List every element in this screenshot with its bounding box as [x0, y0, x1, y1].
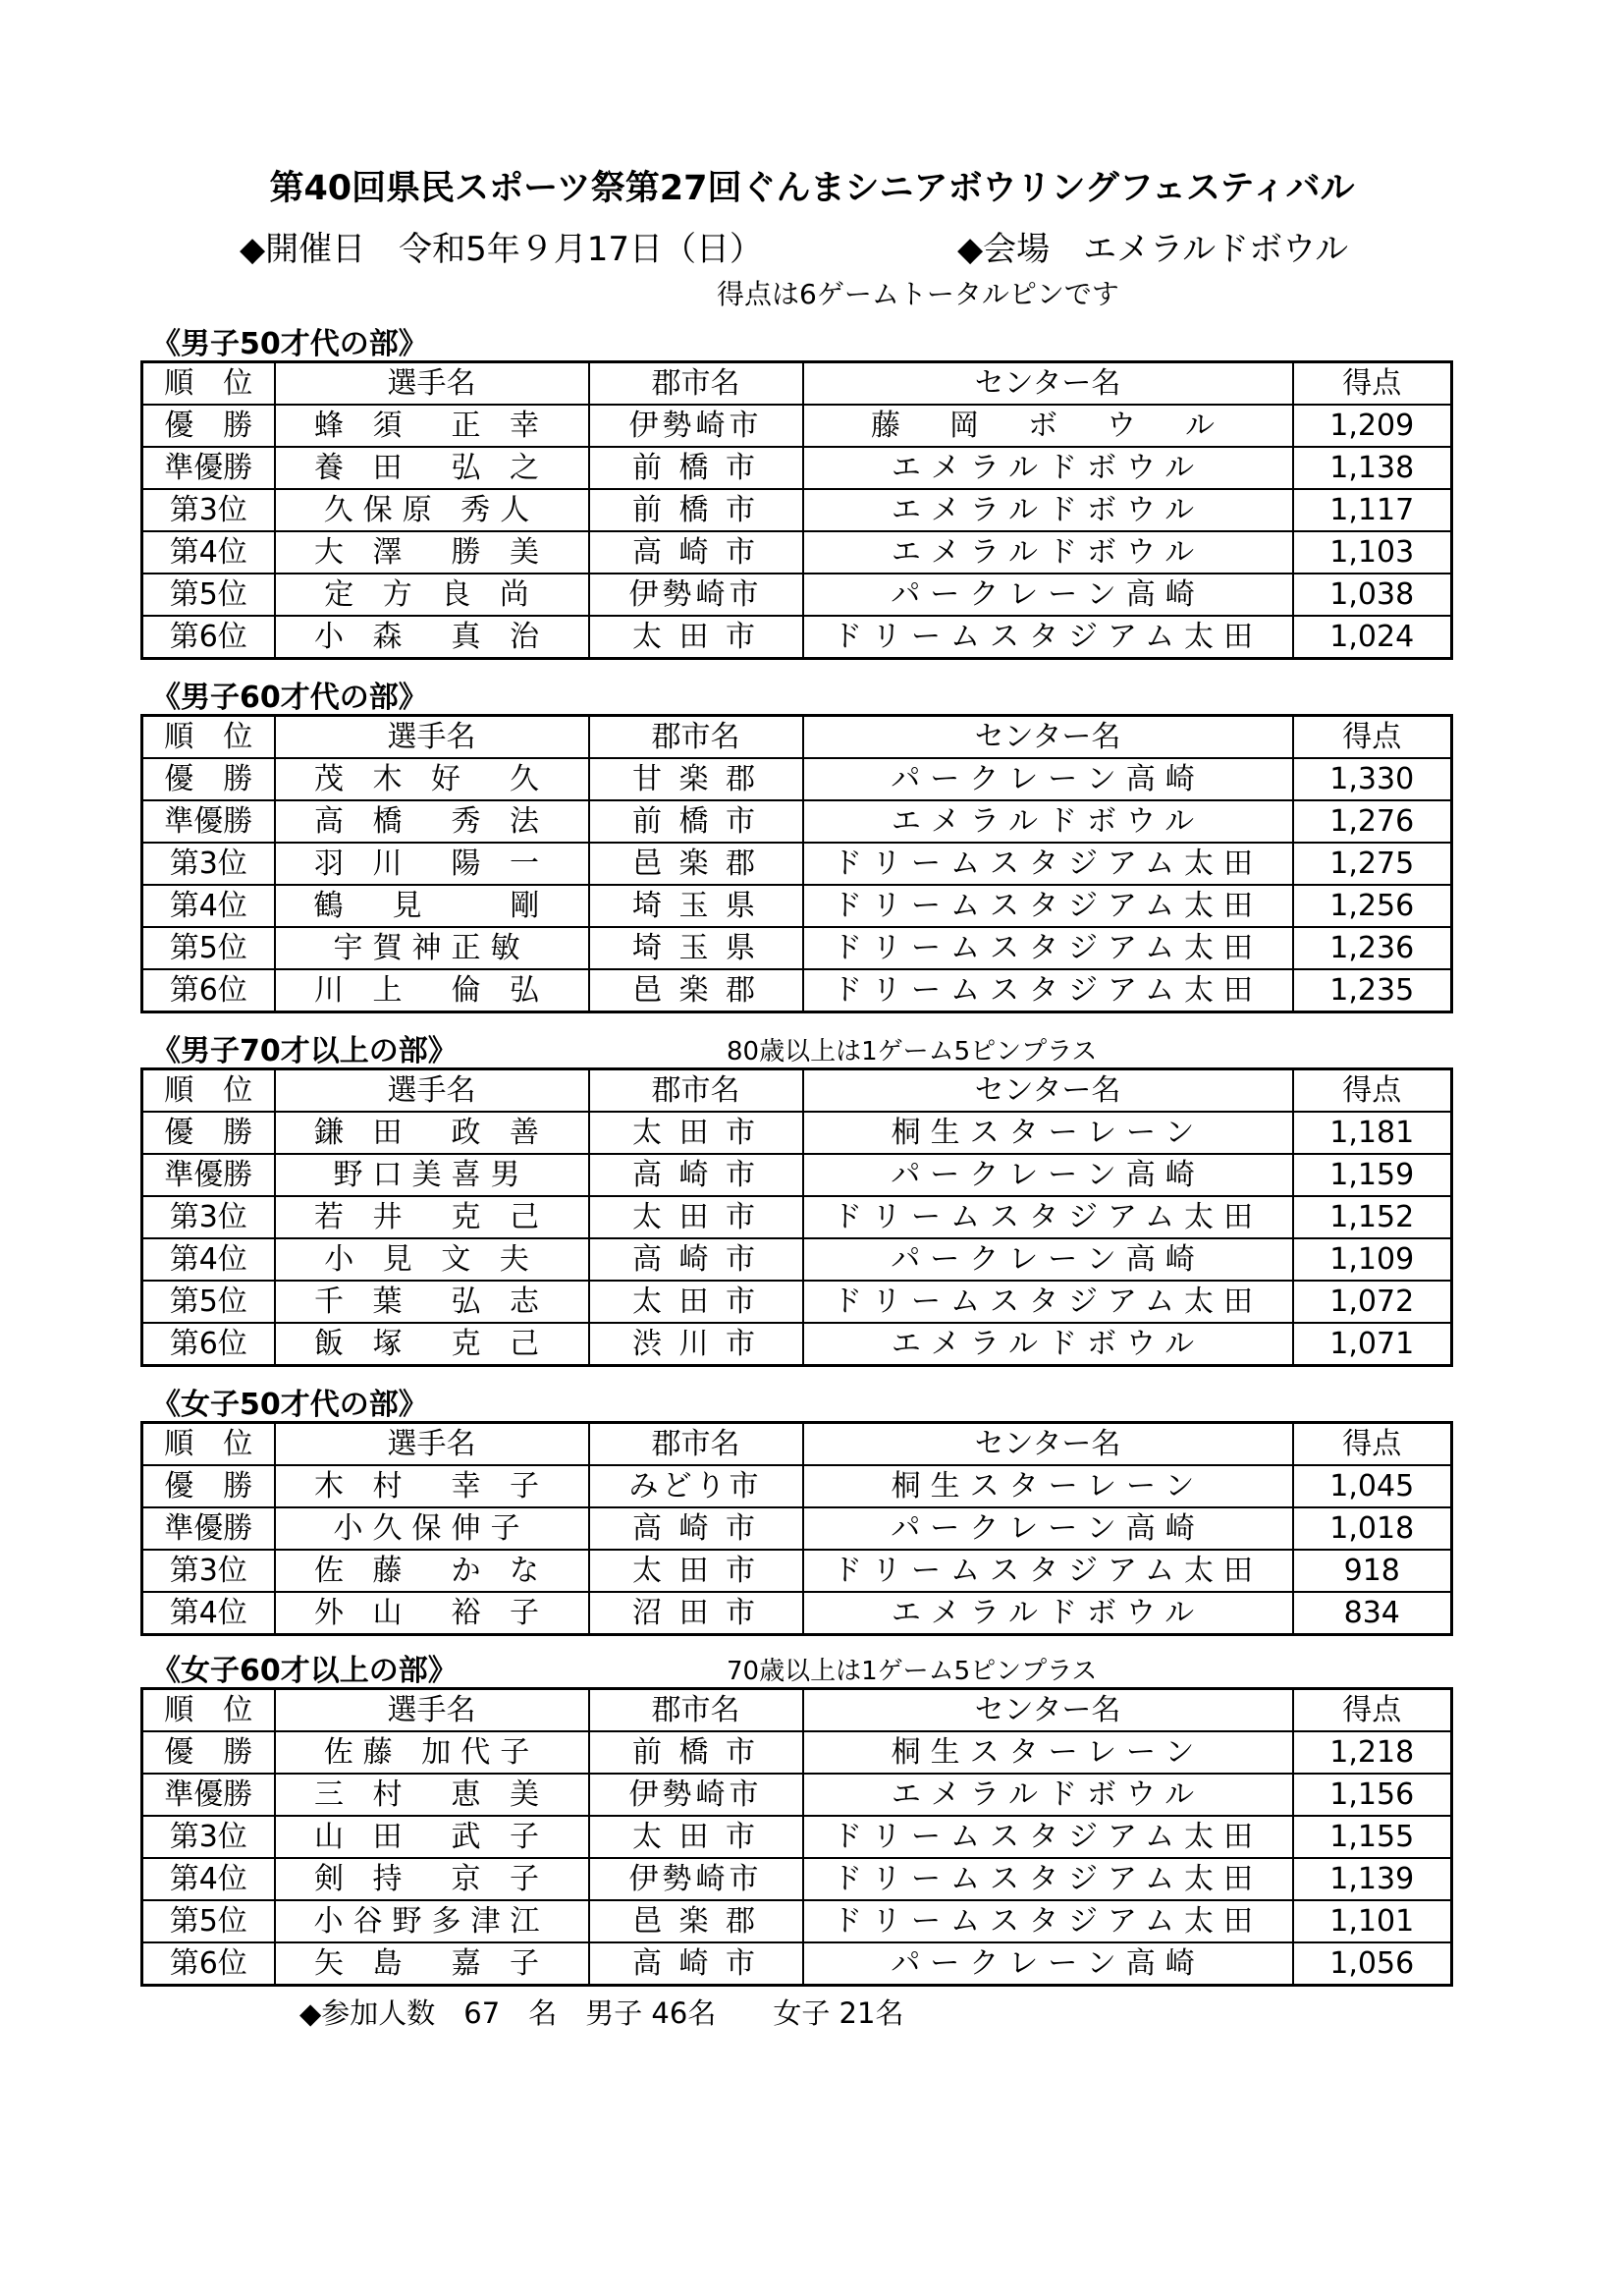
- table-row: [142, 1900, 1452, 1942]
- center-name-cell: ドリームスタジアム太田: [803, 1900, 1293, 1942]
- header-center: センター名: [803, 362, 1293, 406]
- score-cell: 1,155: [1293, 1816, 1452, 1858]
- city-cell: 太 田 市: [589, 1550, 803, 1592]
- player-name-cell: 山 田 武 子: [275, 1816, 589, 1858]
- rank-cell: 第3位: [142, 489, 275, 531]
- event-date: ◆開催日 令和5年９月17日（日）: [240, 230, 764, 269]
- table-row: [142, 1465, 1452, 1507]
- rank-cell: 第5位: [142, 1281, 275, 1323]
- score-cell: 1,117: [1293, 489, 1452, 531]
- player-name-cell: 久保原 秀人: [275, 489, 589, 531]
- score-cell: 1,071: [1293, 1323, 1452, 1366]
- center-name-cell: ドリームスタジアム太田: [803, 1196, 1293, 1238]
- city-cell: 前 橋 市: [589, 489, 803, 531]
- city-cell: 太 田 市: [589, 616, 803, 659]
- score-cell: 1,159: [1293, 1154, 1452, 1196]
- city-cell: 伊勢崎市: [589, 1774, 803, 1816]
- center-name-cell: ドリームスタジアム太田: [803, 1816, 1293, 1858]
- table-row: [142, 800, 1452, 843]
- center-name-cell: ドリームスタジアム太田: [803, 927, 1293, 969]
- center-name-cell: パークレーン高崎: [803, 1942, 1293, 1986]
- player-name-cell: 飯 塚 克 己: [275, 1323, 589, 1366]
- player-name-cell: 小 森 真 治: [275, 616, 589, 659]
- header-name: 選手名: [275, 716, 589, 759]
- score-cell: 1,103: [1293, 531, 1452, 574]
- score-cell: 1,018: [1293, 1507, 1452, 1550]
- table-row: [142, 885, 1452, 927]
- player-name-cell: 外 山 裕 子: [275, 1592, 589, 1635]
- center-name-cell: エメラルドボウル: [803, 1592, 1293, 1635]
- city-cell: 甘 楽 郡: [589, 758, 803, 800]
- table-row: [142, 1592, 1452, 1635]
- table-header-row: [142, 1069, 1452, 1113]
- rank-cell: 優 勝: [142, 1112, 275, 1154]
- rank-cell: 準優勝: [142, 447, 275, 489]
- table-row: [142, 489, 1452, 531]
- section-heading: 《女子50才代の部》: [151, 1388, 428, 1422]
- city-cell: 高 崎 市: [589, 1154, 803, 1196]
- rank-cell: 準優勝: [142, 1154, 275, 1196]
- center-name-cell: エメラルドボウル: [803, 531, 1293, 574]
- section-note: 80歳以上は1ゲーム5ピンプラス: [727, 1037, 1098, 1066]
- center-name-cell: エメラルドボウル: [803, 447, 1293, 489]
- center-name-cell: パークレーン高崎: [803, 758, 1293, 800]
- score-cell: 834: [1293, 1592, 1452, 1635]
- city-cell: 太 田 市: [589, 1816, 803, 1858]
- header-score: 得点: [1293, 1423, 1452, 1466]
- city-cell: 邑 楽 郡: [589, 969, 803, 1012]
- rank-cell: 第6位: [142, 1942, 275, 1986]
- score-note: 得点は6ゲームトータルピンです: [717, 278, 1119, 310]
- header-city: 郡市名: [589, 1069, 803, 1113]
- center-name-cell: エメラルドボウル: [803, 489, 1293, 531]
- header-name: 選手名: [275, 1423, 589, 1466]
- player-name-cell: 佐 藤 か な: [275, 1550, 589, 1592]
- score-cell: 1,256: [1293, 885, 1452, 927]
- table-row: [142, 927, 1452, 969]
- table-row: [142, 843, 1452, 885]
- score-cell: 1,156: [1293, 1774, 1452, 1816]
- section-heading: 《女子60才以上の部》: [151, 1654, 458, 1688]
- city-cell: 太 田 市: [589, 1112, 803, 1154]
- center-name-cell: パークレーン高崎: [803, 1238, 1293, 1281]
- table-row: [142, 405, 1452, 447]
- score-cell: 918: [1293, 1550, 1452, 1592]
- city-cell: みどり市: [589, 1465, 803, 1507]
- city-cell: 前 橋 市: [589, 447, 803, 489]
- rank-cell: 準優勝: [142, 1507, 275, 1550]
- center-name-cell: 桐生スターレーン: [803, 1112, 1293, 1154]
- center-name-cell: パークレーン高崎: [803, 1154, 1293, 1196]
- score-cell: 1,109: [1293, 1238, 1452, 1281]
- table-row: [142, 531, 1452, 574]
- rank-cell: 第3位: [142, 1550, 275, 1592]
- score-cell: 1,181: [1293, 1112, 1452, 1154]
- results-table: [140, 1067, 1453, 1367]
- player-name-cell: 蜂 須 正 幸: [275, 405, 589, 447]
- table-row: [142, 1858, 1452, 1900]
- table-row: [142, 1731, 1452, 1774]
- rank-cell: 準優勝: [142, 800, 275, 843]
- section-heading: 《男子60才代の部》: [151, 681, 428, 715]
- city-cell: 伊勢崎市: [589, 574, 803, 616]
- rank-cell: 第4位: [142, 531, 275, 574]
- city-cell: 前 橋 市: [589, 1731, 803, 1774]
- header-city: 郡市名: [589, 716, 803, 759]
- player-name-cell: 養 田 弘 之: [275, 447, 589, 489]
- rank-cell: 優 勝: [142, 1731, 275, 1774]
- city-cell: 沼 田 市: [589, 1592, 803, 1635]
- rank-cell: 優 勝: [142, 1465, 275, 1507]
- center-name-cell: パークレーン高崎: [803, 1507, 1293, 1550]
- results-table: [140, 1421, 1453, 1636]
- table-row: [142, 1281, 1452, 1323]
- header-rank: 順 位: [142, 716, 275, 759]
- score-cell: 1,276: [1293, 800, 1452, 843]
- table-row: [142, 1774, 1452, 1816]
- header-center: センター名: [803, 1069, 1293, 1113]
- table-row: [142, 1238, 1452, 1281]
- player-name-cell: 剣 持 京 子: [275, 1858, 589, 1900]
- table-row: [142, 1154, 1452, 1196]
- player-name-cell: 千 葉 弘 志: [275, 1281, 589, 1323]
- center-name-cell: エメラルドボウル: [803, 800, 1293, 843]
- header-rank: 順 位: [142, 1423, 275, 1466]
- table-header-row: [142, 362, 1452, 406]
- center-name-cell: 藤 岡 ボ ウ ル: [803, 405, 1293, 447]
- center-name-cell: パークレーン高崎: [803, 574, 1293, 616]
- city-cell: 高 崎 市: [589, 531, 803, 574]
- header-city: 郡市名: [589, 1423, 803, 1466]
- event-venue: ◆会場 エメラルドボウル: [957, 230, 1349, 269]
- table-row: [142, 1196, 1452, 1238]
- center-name-cell: 桐生スターレーン: [803, 1465, 1293, 1507]
- center-name-cell: 桐生スターレーン: [803, 1731, 1293, 1774]
- table-row: [142, 1112, 1452, 1154]
- table-row: [142, 574, 1452, 616]
- header-city: 郡市名: [589, 1689, 803, 1732]
- header-score: 得点: [1293, 1069, 1452, 1113]
- player-name-cell: 羽 川 陽 一: [275, 843, 589, 885]
- score-cell: 1,275: [1293, 843, 1452, 885]
- center-name-cell: ドリームスタジアム太田: [803, 1550, 1293, 1592]
- center-name-cell: ドリームスタジアム太田: [803, 1281, 1293, 1323]
- rank-cell: 第4位: [142, 1592, 275, 1635]
- city-cell: 渋 川 市: [589, 1323, 803, 1366]
- header-center: センター名: [803, 1689, 1293, 1732]
- table-row: [142, 969, 1452, 1012]
- player-name-cell: 定 方 良 尚: [275, 574, 589, 616]
- center-name-cell: ドリームスタジアム太田: [803, 969, 1293, 1012]
- rank-cell: 第6位: [142, 969, 275, 1012]
- table-row: [142, 1942, 1452, 1986]
- header-name: 選手名: [275, 362, 589, 406]
- header-name: 選手名: [275, 1689, 589, 1732]
- city-cell: 太 田 市: [589, 1281, 803, 1323]
- rank-cell: 第5位: [142, 574, 275, 616]
- city-cell: 邑 楽 郡: [589, 1900, 803, 1942]
- score-cell: 1,236: [1293, 927, 1452, 969]
- city-cell: 伊勢崎市: [589, 1858, 803, 1900]
- player-name-cell: 小谷野多津江: [275, 1900, 589, 1942]
- city-cell: 前 橋 市: [589, 800, 803, 843]
- rank-cell: 第5位: [142, 927, 275, 969]
- table-row: [142, 616, 1452, 659]
- city-cell: 埼 玉 県: [589, 885, 803, 927]
- city-cell: 高 崎 市: [589, 1942, 803, 1986]
- rank-cell: 第5位: [142, 1900, 275, 1942]
- score-cell: 1,218: [1293, 1731, 1452, 1774]
- header-score: 得点: [1293, 716, 1452, 759]
- score-cell: 1,024: [1293, 616, 1452, 659]
- table-header-row: [142, 1689, 1452, 1732]
- center-name-cell: エメラルドボウル: [803, 1323, 1293, 1366]
- score-cell: 1,138: [1293, 447, 1452, 489]
- city-cell: 太 田 市: [589, 1196, 803, 1238]
- player-name-cell: 矢 島 嘉 子: [275, 1942, 589, 1986]
- player-name-cell: 川 上 倫 弘: [275, 969, 589, 1012]
- section-note: 70歳以上は1ゲーム5ピンプラス: [727, 1657, 1098, 1686]
- rank-cell: 第4位: [142, 1238, 275, 1281]
- player-name-cell: 宇賀神正敏: [275, 927, 589, 969]
- rank-cell: 第6位: [142, 1323, 275, 1366]
- player-name-cell: 佐藤 加代子: [275, 1731, 589, 1774]
- center-name-cell: エメラルドボウル: [803, 1774, 1293, 1816]
- header-center: センター名: [803, 1423, 1293, 1466]
- score-cell: 1,038: [1293, 574, 1452, 616]
- score-cell: 1,330: [1293, 758, 1452, 800]
- section-heading: 《男子50才代の部》: [151, 327, 428, 361]
- player-name-cell: 鶴 見 剛: [275, 885, 589, 927]
- player-name-cell: 木 村 幸 子: [275, 1465, 589, 1507]
- header-rank: 順 位: [142, 1689, 275, 1732]
- header-rank: 順 位: [142, 362, 275, 406]
- header-name: 選手名: [275, 1069, 589, 1113]
- player-name-cell: 鎌 田 政 善: [275, 1112, 589, 1154]
- center-name-cell: ドリームスタジアム太田: [803, 843, 1293, 885]
- results-table: [140, 360, 1453, 660]
- table-row: [142, 1507, 1452, 1550]
- score-cell: 1,045: [1293, 1465, 1452, 1507]
- participant-count: ◆参加人数 67 名 男子 46名 女子 21名: [299, 1996, 904, 2030]
- rank-cell: 第3位: [142, 1196, 275, 1238]
- city-cell: 高 崎 市: [589, 1507, 803, 1550]
- header-center: センター名: [803, 716, 1293, 759]
- event-info: [0, 222, 1624, 269]
- score-cell: 1,235: [1293, 969, 1452, 1012]
- table-row: [142, 1323, 1452, 1366]
- center-name-cell: ドリームスタジアム太田: [803, 885, 1293, 927]
- center-name-cell: ドリームスタジアム太田: [803, 616, 1293, 659]
- rank-cell: 第4位: [142, 885, 275, 927]
- rank-cell: 第4位: [142, 1858, 275, 1900]
- table-row: [142, 758, 1452, 800]
- city-cell: 高 崎 市: [589, 1238, 803, 1281]
- player-name-cell: 野口美喜男: [275, 1154, 589, 1196]
- score-cell: 1,056: [1293, 1942, 1452, 1986]
- rank-cell: 第3位: [142, 843, 275, 885]
- table-row: [142, 1816, 1452, 1858]
- player-name-cell: 小 見 文 夫: [275, 1238, 589, 1281]
- section-heading: 《男子70才以上の部》: [151, 1034, 458, 1068]
- player-name-cell: 小久保伸子: [275, 1507, 589, 1550]
- results-table: [140, 1687, 1453, 1987]
- rank-cell: 優 勝: [142, 405, 275, 447]
- center-name-cell: ドリームスタジアム太田: [803, 1858, 1293, 1900]
- city-cell: 埼 玉 県: [589, 927, 803, 969]
- rank-cell: 第6位: [142, 616, 275, 659]
- table-row: [142, 1550, 1452, 1592]
- score-cell: 1,101: [1293, 1900, 1452, 1942]
- header-city: 郡市名: [589, 362, 803, 406]
- score-cell: 1,209: [1293, 405, 1452, 447]
- header-score: 得点: [1293, 1689, 1452, 1732]
- rank-cell: 準優勝: [142, 1774, 275, 1816]
- score-cell: 1,072: [1293, 1281, 1452, 1323]
- player-name-cell: 高 橋 秀 法: [275, 800, 589, 843]
- results-table: [140, 714, 1453, 1013]
- city-cell: 邑 楽 郡: [589, 843, 803, 885]
- table-header-row: [142, 1423, 1452, 1466]
- rank-cell: 優 勝: [142, 758, 275, 800]
- player-name-cell: 茂 木 好 久: [275, 758, 589, 800]
- document-title: 第40回県民スポーツ祭第27回ぐんまシニアボウリングフェスティバル: [269, 169, 1355, 208]
- rank-cell: 第3位: [142, 1816, 275, 1858]
- player-name-cell: 三 村 恵 美: [275, 1774, 589, 1816]
- player-name-cell: 若 井 克 己: [275, 1196, 589, 1238]
- city-cell: 伊勢崎市: [589, 405, 803, 447]
- score-cell: 1,139: [1293, 1858, 1452, 1900]
- score-cell: 1,152: [1293, 1196, 1452, 1238]
- table-header-row: [142, 716, 1452, 759]
- table-row: [142, 447, 1452, 489]
- header-rank: 順 位: [142, 1069, 275, 1113]
- player-name-cell: 大 澤 勝 美: [275, 531, 589, 574]
- header-score: 得点: [1293, 362, 1452, 406]
